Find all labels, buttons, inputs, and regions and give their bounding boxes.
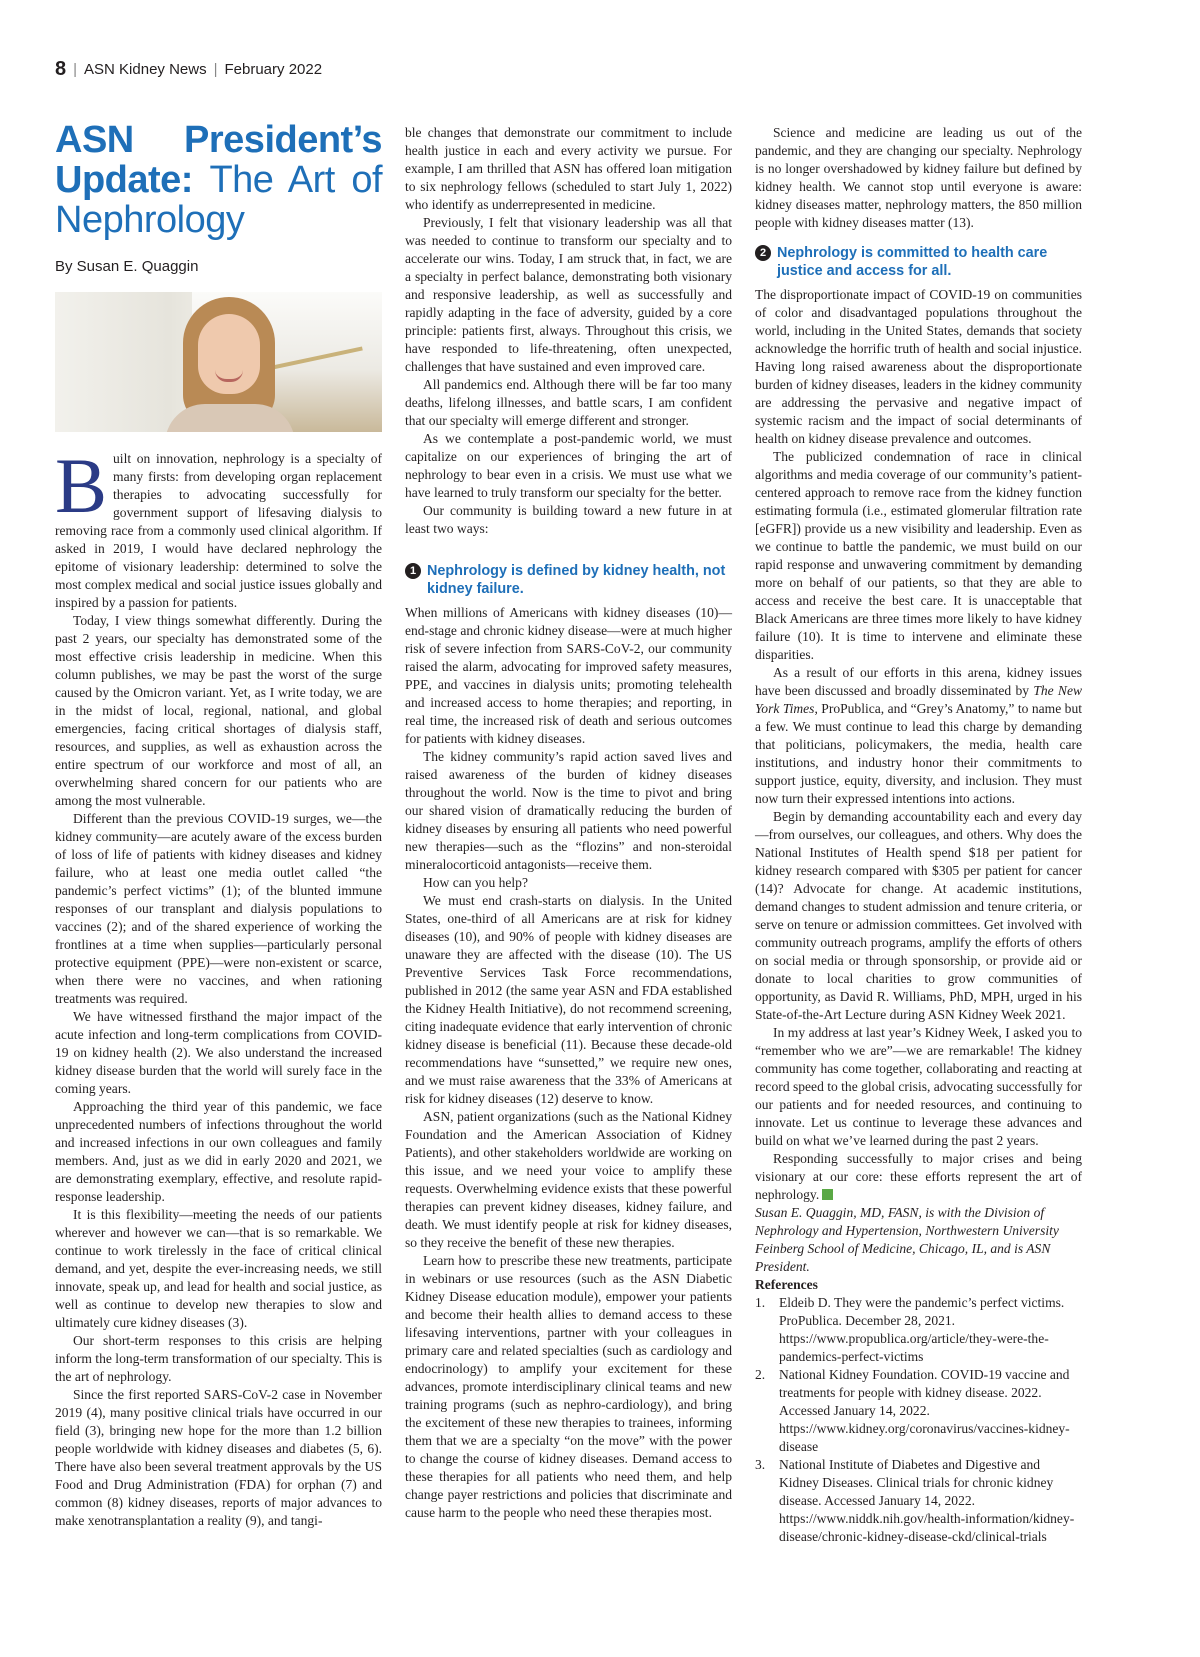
title-bold: ASN President’s Update: [55,119,382,201]
drop-cap: B [55,442,108,529]
paragraph: Previously, I felt that visionary leadership was all that was needed to continue to transform our specialty and to accelerate our wins. Today, I am struck that, in fact, we are a specialty in perfect balance, demonstrating both visionary and responsive leadership, as well as successfully and rapidly adapting in the face of adversity, guided by a core principle: patients first, always. Throughout this crisis, we have responded to life-threatening, often unexpected, challenges that have sustained and even improved care. [405,215,732,374]
lead-text: uilt on innovation, nephrology is a specialty of many firsts: from developing organ replacement therapies to advocating successfully for government support of lifesaving dialysis to removing race from a commonly used clinical algorithm. If asked in 2019, I would have declared nephrology the epitome of visionary leadership: determined to solve the most complex medical and social justice issues globally and inspired by a passion for patients. [55,451,382,610]
title-rest: The Art of Nephrology [55,159,383,241]
reference-text: National Kidney Foundation. COVID-19 vaccine and treatments for people with kidney disease. 2022. Accessed January 14, 2022. https://www.kidney.org/coronavirus/vaccines-kidney-disease [779,1367,1070,1454]
number-badge-1: 1 [405,563,421,579]
article-title [55,120,382,240]
publication-italic: The New York Times [755,683,1083,716]
paragraph: We have witnessed firsthand the major impact of the acute infection and long-term complications from COVID-19 on kidney health (2). We also understand the increased kidney disease burden that the world will surely face in the coming years. [55,1009,382,1096]
paragraph: The kidney community’s rapid action saved lives and raised awareness of the burden of kidney diseases throughout the world. Now is the time to pivot and bring our shared vision of dramatically reducing the burden of kidney diseases by ensuring all patients who need powerful new therapies—such as the “flozins” and non-steroidal mineralocorticoid antagonists—receive them. [405,749,732,872]
number-badge-2: 2 [755,245,771,261]
author-portrait-photo [55,292,382,432]
reference-number: 3. [755,1457,766,1472]
issue-date: February 2022 [224,61,323,78]
paragraph: Our short-term responses to this crisis are helping inform the long-term transformation of our specialty. This is the art of nephrology. [55,1333,382,1384]
column-3 [755,124,1082,1546]
column-1 [55,120,382,1530]
paragraph: The disproportionate impact of COVID-19 on communities of color and disadvantaged populations throughout the world, including in the United States, demands that society acknowledge the horrific truth of health and social injustice. Having long raised awareness about the disproportionate burden of kidney diseases, leaders in the kidney community are addressing the pervasive and negative impact of systemic racism and the impact of social determinants of health on kidney disease prevalence and outcomes. [755,287,1082,446]
text-run: , ProPublica, and “Grey’s Anatomy,” to name but a few. We must continue to lead this charge by demanding that politicians, policymakers, the media, health care institutions, and industry honor their commitments to support justice, equity, diversity, and inclusion. They must now turn their expressed intentions into actions. [755,701,1082,806]
paragraph: Approaching the third year of this pandemic, we face unprecedented numbers of infections throughout the world and increased infections in our own colleagues and family members. And, just as we did in early 2020 and 2021, we are demonstrating exemplary, effective, and resolute rapid-response leadership. [55,1099,382,1204]
column-2 [405,124,732,1522]
paragraph: We must end crash-starts on dialysis. In the United States, one-third of all Americans are at risk for kidney diseases (10), and 90% of people with kidney diseases are unaware they are affected with the disease (10). The US Preventive Services Task Force recommendations, published in 2012 (the same year ASN and FDA established the Kidney Health Initiative), do not recommend screening, citing inadequate evidence that early intervention of chronic kidney disease is beneficial (11). Because these decade-old recommendations have “sunsetted,” we require new ones, and we must raise awareness that the 33% of Americans at risk for kidney diseases (12) deserve to know. [405,893,732,1106]
page-number: 8 [55,58,67,80]
closing-paragraph [755,1150,1082,1204]
paragraph: ASN, patient organizations (such as the National Kidney Foundation and the American Association of Kidney Patients), and other stakeholders worldwide are working on this issue, and we need your voice to amplify these requests. Overwhelming evidence exists that these powerful therapies can prevent kidney diseases, kidney failure, and death. We must identify people at risk for kidney diseases, so they receive the benefit of these new therapies. [405,1109,732,1250]
paragraph: Today, I view things somewhat differently. During the past 2 years, our specialty has demonstrated some of the most effective crisis leadership in medicine. When this column publishes, we may be past the worst of the surge caused by the Omicron variant. Yet, as I write today, we are in the midst of local, regional, national, and global emergencies, facing critical shortages of dialysis staff, resources, and supplies, as well as exhaustion across the entire spectrum of our workforce and most of all, an overwhelming shared concern for our patients who are among the most vulnerable. [55,613,382,808]
author-bio: Susan E. Quaggin, MD, FASN, is with the Division of Nephrology and Hypertension, Northwestern University Feinberg School of Medicine, Chicago, IL, and is ASN President. [755,1205,1059,1274]
reference-number: 2. [755,1367,766,1382]
column-1-body [55,442,382,1530]
subheading-1 [405,562,732,598]
paragraph: Science and medicine are leading us out of the pandemic, and they are changing our specialty. Nephrology is no longer overshadowed by kidney failure but defined by kidney health. We cannot stop until everyone is aware: kidney diseases matter, nephrology matters, the 850 million people with kidney diseases matter (13). [755,125,1082,230]
subheading-2-text: Nephrology is committed to health care justice and access for all. [777,245,1048,279]
paragraph: Different than the previous COVID-19 surges, we—the kidney community—are acutely aware of the excess burden of loss of life of patients with kidney diseases and kidney failure, who at least one media outlet called “the pandemic’s perfect victims” (1); of the blunted immune responses of our transplant and dialysis populations to vaccines (2); and of the shared experience of working the frontlines at a time when supplies—particularly personal protective equipment (PPE)—were non-existent or scarce, when there were no vaccines, and when rationing treatments was required. [55,811,382,1006]
references-heading: References [755,1277,818,1292]
closing-text: Responding successfully to major crises and being visionary at our core: these efforts represent the art of nephrology. [755,1151,1082,1202]
reference-text: Eldeib D. They were the pandemic’s perfect victims. ProPublica. December 28, 2021. https://www.propublica.org/article/they-were-the-pandemics-perfect-victims [779,1295,1065,1364]
paragraph: All pandemics end. Although there will be far too many deaths, lifelong illnesses, and battle scars, I am confident that our specialty will emerge different and stronger. [405,377,732,428]
paragraph: The publicized condemnation of race in clinical algorithms and media coverage of our community’s patient-centered approach to remove race from the kidney function estimating formula (i.e., estimated glomerular filtration rate [eGFR]) provide us a new visibility and leadership. Even as we continue to battle the pandemic, we must build on our rapid response and unwavering commitment by demanding more on behalf of our patients, so that they are able to access and receive the best care. It is unacceptable that Black Americans are three times more likely to have kidney failure (10). It is time to intervene and eliminate these disparities. [755,449,1082,662]
paragraph: How can you help? [423,875,528,890]
paragraph: Begin by demanding accountability each and every day—from ourselves, our colleagues, and others. Why does the National Institutes of Health spend $18 per patient for kidney research compared with $305 per patient for cancer (14)? Advocate for change. At academic institutions, demand changes to student admission and tenure criteria, or serve on tenure or admission committees. Get involved with community outreach programs, amplify the efforts of others on social media or through sponsorship, or provide aid or donate to local charities to grow communities of opportunity, as David R. Williams, PhD, MPH, urged in his State-of-the-Art Lecture during ASN Kidney Week 2021. [755,809,1082,1022]
reference-text: National Institute of Diabetes and Digestive and Kidney Diseases. Clinical trials for chronic kidney disease. Accessed January 14, 2022. https://www.niddk.nih.gov/health-information/kidney-disease/chronic-kidney-disease-ckd/clinical-trials [779,1457,1075,1544]
byline: By Susan E. Quaggin [55,258,199,275]
reference-number: 1. [755,1295,766,1310]
subheading-2 [755,244,1082,280]
reference-item [755,1366,1082,1456]
reference-item [755,1456,1082,1546]
paragraph [755,664,1082,808]
publication-name: ASN Kidney News [84,61,207,78]
paragraph: Learn how to prescribe these new treatments, participate in webinars or use resources (such as the ASN Diabetic Kidney Disease education module), empower your patients and become their health allies to demand access to these lifesaving interventions, partner with your colleagues in primary care and related specialties (such as cardiology and endocrinology) to amplify your excitement for these advances, promote interdisciplinary clinical teams and new training programs (such as nephro-cardiology), and bring the excitement of these new therapies to trainees, informing them that we are a specialty “on the move” with the power to change the course of kidney diseases. Demand access to these therapies for all patients who need them, and help change payer restrictions and policies that discriminate and cause harm to the people who need these therapies most. [405,1253,732,1520]
lead-paragraph [55,442,382,612]
paragraph: Since the first reported SARS-CoV-2 case in November 2019 (4), many positive clinical trials have occurred in our field (3), bringing new hope for the more than 1.2 billion people worldwide with kidney diseases and diabetes (5, 6). There have also been several treatment approvals by the US Food and Drug Administration (FDA) for orphan (7) and common (8) kidney diseases, reports of major advances to make xenotransplantation a reality (9), and tangi- [55,1387,382,1528]
subheading-1-text: Nephrology is defined by kidney health, not kidney failure. [427,563,726,597]
paragraph: ble changes that demonstrate our commitment to include health justice in each and every activity we pursue. For example, I am thrilled that ASN has offered loan mitigation to six nephrology fellows (scheduled to start July 1, 2022) who identify as underrepresented in medicine. [405,125,732,212]
text-run: As a result of our efforts in this arena, kidney issues have been discussed and broadly disseminated by [755,665,1082,698]
paragraph: As we contemplate a post-pandemic world, we must capitalize on our experiences of bringing the art of nephrology to bear even in a crisis. We must use what we have learned to truly transform our specialty for the better. [405,431,732,500]
end-mark-icon [822,1189,833,1200]
paragraph: When millions of Americans with kidney diseases (10)—end-stage and chronic kidney disease—were at much higher risk of severe infection from SARS-CoV-2, our community raised the alarm, advocating for improved safety measures, PPE, and vaccines in dialysis units; promoting telehealth and increased access to home therapies; and reporting, in real time, the increased risk of death and serious outcomes for patients with kidney diseases. [405,605,732,746]
paragraph: In my address at last year’s Kidney Week, I asked you to “remember who we are”—we are remarkable! The kidney community has come together, collaborating and reacting at record speed to the global crisis, advocating successfully for our patients and for needed resources, and continuing to innovate. Let us continue to leverage these advances and build on what we’ve learned during the past 2 years. [755,1025,1082,1148]
reference-item [755,1294,1082,1366]
paragraph: Our community is building toward a new future in at least two ways: [405,503,732,536]
running-header: 8 | ASN Kidney News | February 2022 [55,58,323,80]
paragraph: It is this flexibility—meeting the needs of our patients wherever and however we can—that is so remarkable. We continue to work tirelessly in the face of critical clinical demand, and yet, despite the ever-increasing needs, we still innovate, speak up, and lead for health and social justice, as well as continue to develop new therapies to slow and ultimately cure kidney diseases (3). [55,1207,382,1330]
